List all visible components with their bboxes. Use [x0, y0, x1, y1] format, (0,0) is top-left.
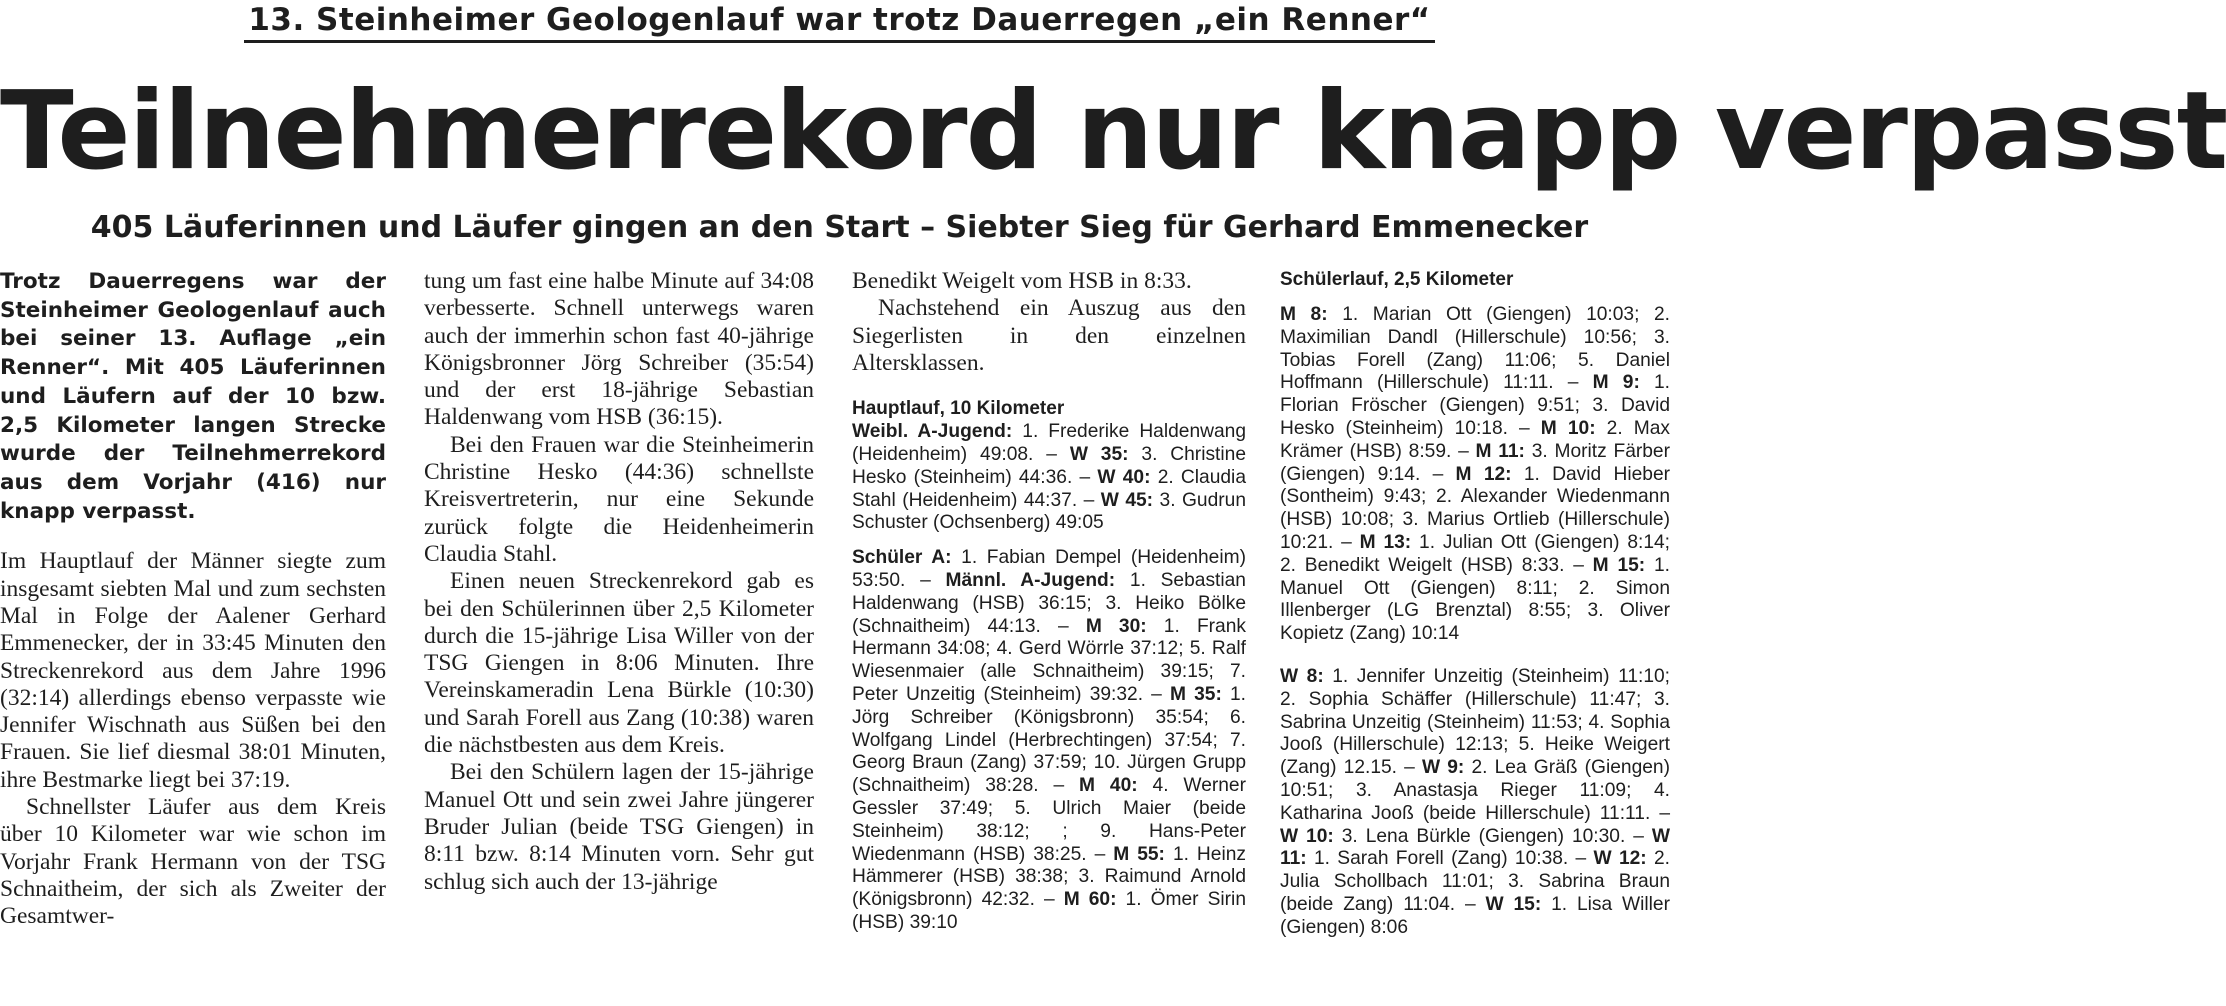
result-text: 1. Florian Fröscher (Giengen) 9:51; 3. David Hesko (Steinheim) 10:18. – [1280, 372, 1671, 439]
body-paragraph: Schnellster Läufer aus dem Kreis über 10 Kilometer war wie schon im Vorjahr Frank Hermann von der TSG Schnaitheim, der sich als Zweiter der Gesamtwer- [0, 794, 386, 930]
result-text: 1. Marian Ott (Giengen) 10:03; 2. Maximilian Dandl (Hillerschule) 10:56; 3. Tobias Forell (Zang) 11:06; 5. Daniel Hoffmann (Hillerschule) 11:11. – [1280, 304, 1670, 394]
result-text: 3. Christine Hesko (Steinheim) 44:36. – [852, 443, 1246, 488]
result-text: 2. Max Krämer (HSB) 8:59. – [1280, 417, 1670, 462]
result-text: 1. Manuel Ott (Giengen) 8:11; 2. Simon Illenberger (LG Brenztal) 8:55; 3. Oliver Kopietz (Zang) 10:14 [1280, 554, 1670, 645]
age-class-label: M 13: [1359, 531, 1412, 553]
headline: Teilnehmerrekord nur knapp verpasst [0, 69, 2226, 194]
body-paragraph: Im Hauptlauf der Männer siegte zum insgesamt siebten Mal und zum sechsten Mal in Folge der Aalener Gerhard Emmenecker, der in 33:45 Minuten den Streckenrekord aus dem Jahre 1996 (32:14) allerdings ebenso verpasste wie Jennifer Wischnath aus Süßen bei den Frauen. Sie lief diesmal 38:01 Minuten, ihre Bestmarke liegt bei 37:19. [0, 548, 386, 793]
results-block [1280, 304, 1670, 646]
body-paragraph: Bei den Schülern lagen der 15-jährige Manuel Ott und sein zwei Jahre jüngerer Bruder Julian (beide TSG Giengen) in 8:11 bzw. 8:14 Minuten vorn. Sehr gut schlug sich auch der 13-jährige [424, 759, 814, 895]
age-class-label: M 8: [1280, 304, 1328, 325]
age-class-label: W 15: [1485, 893, 1542, 915]
result-text: 1. Jennifer Unzeitig (Steinheim) 11:10; 2. Sophia Schäffer (Hillerschule) 11:47; 3. Sabrina Unzeitig (Steinheim) 11:53; 4. Sophia Jooß (Hillerschule) 12:13; 5. Heike Weigert (Zang) 12.15. – [1280, 665, 1670, 779]
age-class-label: M 30: [1085, 615, 1147, 637]
results-block [1280, 666, 1670, 940]
body-paragraph: Benedikt Weigelt vom HSB in 8:33. [852, 268, 1192, 294]
age-class-label: W 8: [1280, 665, 1324, 687]
age-class-label: W 9: [1422, 757, 1465, 779]
result-text: 1. Lisa Willer (Giengen) 8:06 [1280, 893, 1670, 938]
result-text: 1. Heinz Hämmerer (HSB) 38:38; 3. Raimund Arnold (Königsbronn) 42:32. – [852, 843, 1246, 911]
result-text: 2. Claudia Stahl (Heidenheim) 44:37. – [852, 466, 1246, 511]
results-block [852, 421, 1246, 535]
kicker-line [0, 0, 1679, 40]
lead-paragraph: Trotz Dauerregens war der Steinheimer Geologenlauf auch bei seiner 13. Auflage „ein Renner“. Mit 405 Läuferinnen und Läufern auf der 10 bzw. 2,5 Kilometer langen Strecke wurde der Teilnehmerrekord aus dem Vorjahr (416) nur knapp verpasst. [0, 269, 386, 524]
body-paragraph: Bei den Frauen war die Steinheimerin Christine Hesko (44:36) schnellste Kreisvertreterin, nur eine Sekunde zurück folgte die Heidenheimerin Claudia Stahl. [424, 431, 814, 567]
result-text: 1. Sebastian Haldenwang (HSB) 36:15; 3. Heiko Bölke (Schnaitheim) 44:13. – [852, 569, 1246, 637]
result-text: 1. Jörg Schreiber (Königsbronn) 35:54; 6. Wolfgang Lindel (Herbrechtingen) 37:54; 7. Georg Braun (Zang) 37:59; 10. Jürgen Grupp (Schnaitheim) 38:28. – [852, 683, 1246, 797]
subheadline: 405 Läuferinnen und Läufer gingen an den Start – Siebter Sieg für Gerhard Emmenecker [90, 210, 1589, 245]
age-class-label: M 55: [1113, 843, 1165, 865]
result-text: 1. Fabian Dempel (Heidenheim) 53:50. – [852, 547, 1246, 591]
column-2 [424, 268, 814, 896]
result-text: 2. Julia Schollbach 11:01; 3. Sabrina Braun (beide Zang) 11:04. – [1280, 848, 1670, 915]
body-paragraph: Nachstehend ein Auszug aus den Siegerlisten in den einzelnen Altersklassen. [852, 295, 1246, 376]
result-text: 1. Julian Ott (Giengen) 8:14; 2. Benedikt Weigelt (HSB) 8:33. – [1280, 531, 1671, 576]
age-class-label: W 10: [1280, 825, 1334, 847]
result-text: 3. Gudrun Schuster (Ochsenberg) 49:05 [852, 489, 1246, 534]
age-class-label: M 11: [1475, 440, 1525, 462]
age-class-label: M 60: [1063, 889, 1117, 911]
age-class-label: M 10: [1540, 417, 1596, 439]
age-class-label: M 12: [1455, 463, 1512, 485]
result-text: 1. Frank Hermann 34:08; 4. Gerd Wörrle 37:12; 5. Ralf Wiesenmaier (alle Schnaitheim) 39:15; 7. Peter Unzeitig (Steinheim) 39:32. – [852, 615, 1246, 705]
section-heading-schuelerlauf: Schülerlauf, 2,5 Kilometer [1280, 269, 1514, 290]
age-class-label: M 15: [1592, 554, 1646, 576]
result-text: 1. David Hieber (Sontheim) 9:43; 2. Alexander Wiedenmann (HSB) 10:08; 3. Marius Ortlieb (Hillerschule) 10:21. – [1280, 463, 1671, 553]
results-block [852, 547, 1246, 935]
result-text: 2. Lea Gräß (Giengen) 10:51; 3. Anastasja Rieger 11:09; 4. Katharina Jooß (beide Hillerschule) 11:11. – [1280, 757, 1670, 824]
age-class-label: W 35: [1069, 443, 1129, 465]
body-paragraph: tung um fast eine halbe Minute auf 34:08 verbesserte. Schnell unterwegs waren auch der immerhin schon fast 40-jährige Königsbronner Jörg Schreiber (35:54) und der erst 18-jährige Sebastian Haldenwang vom HSB (36:15). [424, 268, 814, 431]
age-class-label: Männl. A-Jugend: [945, 569, 1116, 591]
age-class-label: M 35: [1169, 683, 1222, 705]
kicker-text: 13. Steinheimer Geologenlauf war trotz Dauerregen „ein Renner“ [244, 2, 1434, 43]
result-text: 1. Frederike Haldenwang (Heidenheim) 49:08. – [852, 421, 1246, 465]
age-class-label: W 11: [1280, 825, 1670, 870]
age-class-label: W 12: [1593, 848, 1647, 870]
age-class-label: W 40: [1097, 466, 1151, 488]
column-3 [852, 268, 1246, 935]
age-class-label: W 45: [1100, 489, 1154, 511]
age-class-label: M 9: [1592, 372, 1640, 394]
column-1 [0, 268, 386, 930]
body-paragraph: Einen neuen Streckenrekord gab es bei den Schülerinnen über 2,5 Kilometer durch die 15-jährige Lisa Willer von der TSG Giengen in 8:06 Minuten. Ihre Vereinskameradin Lena Bürkle (10:30) und Sarah Forell aus Zang (10:38) waren die nächstbesten aus dem Kreis. [424, 568, 814, 759]
result-text: 3. Lena Bürkle (Giengen) 10:30. – [1333, 825, 1652, 847]
section-heading-hauptlauf: Hauptlauf, 10 Kilometer [852, 398, 1065, 420]
result-text: 3. Moritz Färber (Giengen) 9:14. – [1280, 440, 1670, 485]
age-class-label: Schüler A: [852, 547, 952, 569]
result-text: 1. Sarah Forell (Zang) 10:38. – [1306, 848, 1594, 870]
age-class-label: Weibl. A-Jugend: [852, 421, 1013, 443]
column-4 [1280, 268, 1670, 940]
result-text: 1. Ömer Sirin (HSB) 39:10 [852, 889, 1246, 933]
age-class-label: M 40: [1079, 775, 1138, 797]
result-text: 4. Werner Gessler 37:49; 5. Ulrich Maier (beide Steinheim) 38:12; ; 9. Hans-Peter Wiedenmann (HSB) 38:25. – [852, 775, 1246, 865]
